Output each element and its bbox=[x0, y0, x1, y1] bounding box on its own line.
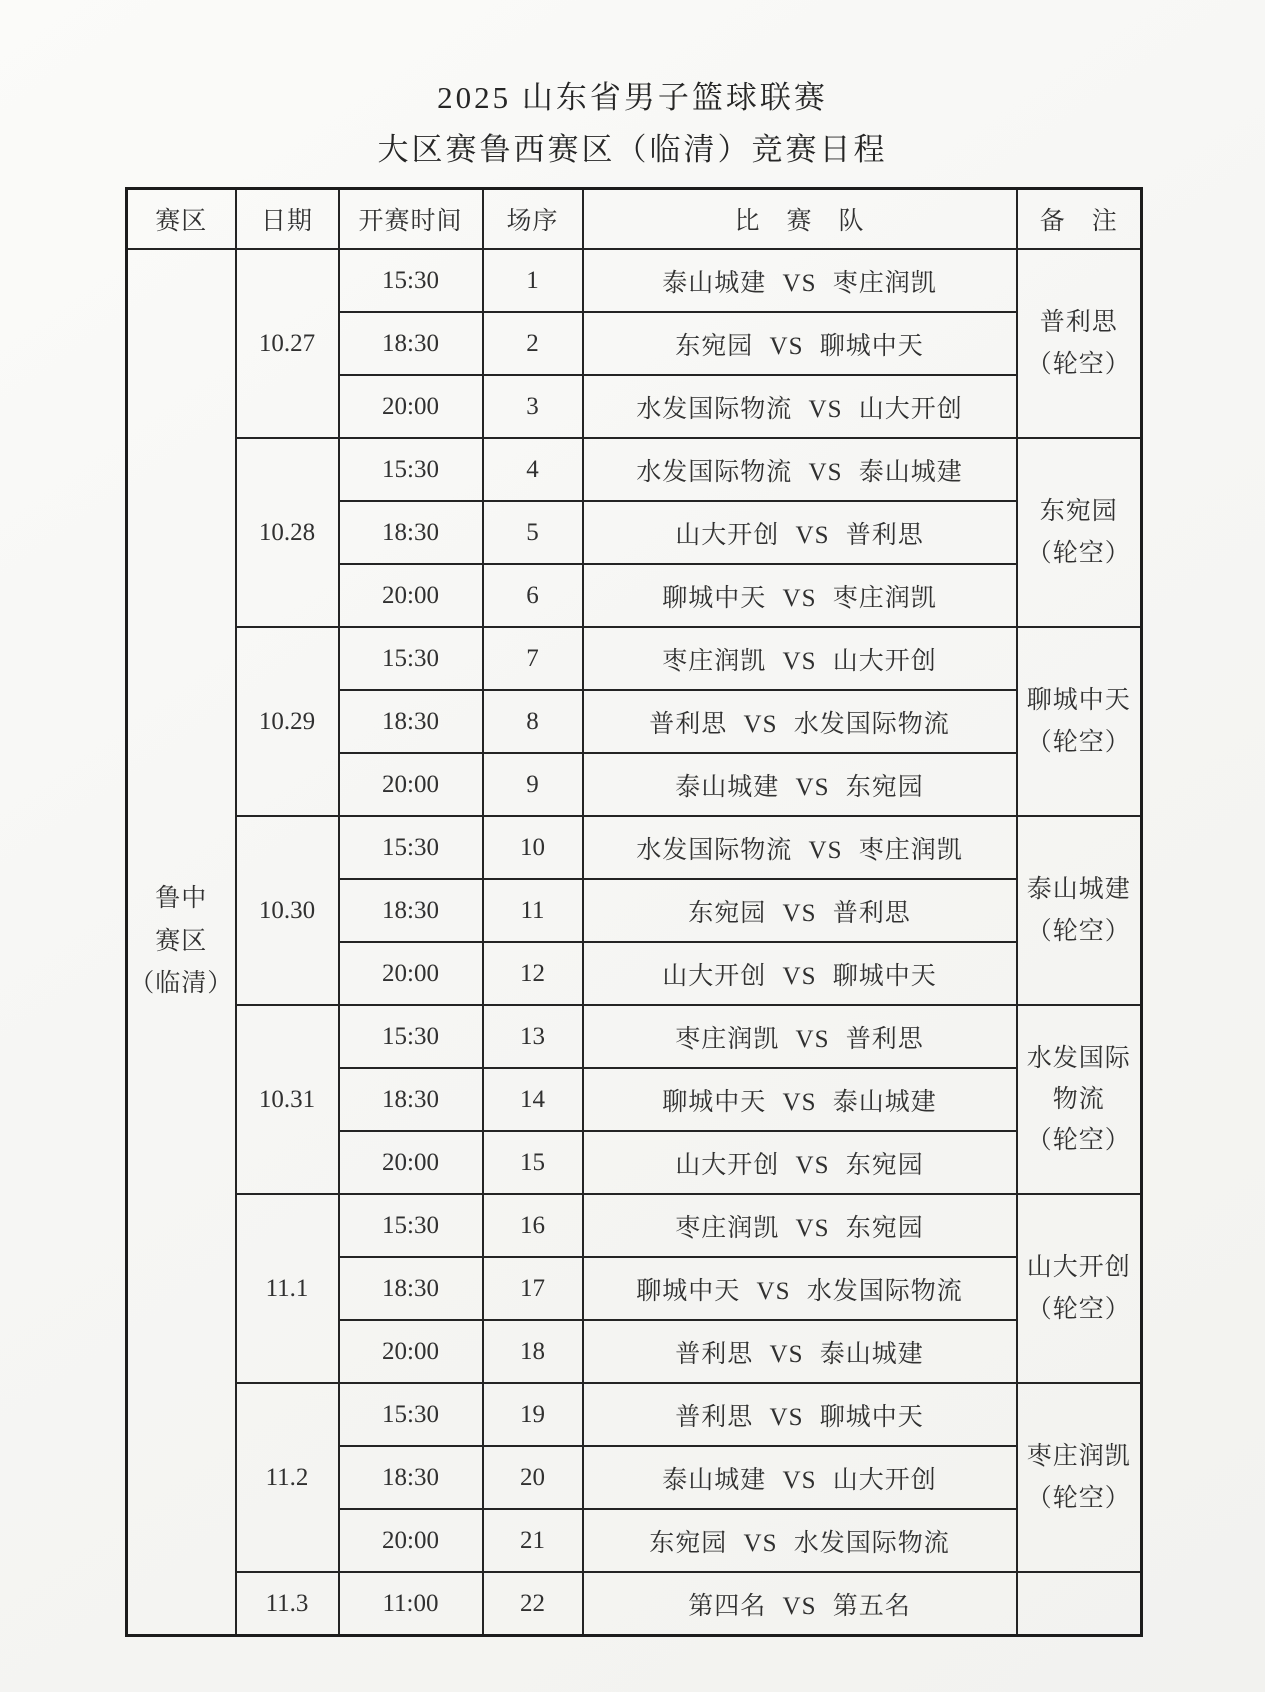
match-no-cell: 6 bbox=[483, 564, 583, 627]
match-no-cell: 20 bbox=[483, 1446, 583, 1509]
remark-cell bbox=[1017, 1572, 1142, 1636]
schedule-row bbox=[127, 1194, 1142, 1257]
remark-line: 山大开创 bbox=[1026, 1254, 1131, 1282]
match-no-cell: 9 bbox=[483, 753, 583, 816]
start-time-cell: 18:30 bbox=[339, 1068, 483, 1131]
header-region: 赛区 bbox=[127, 189, 236, 250]
header-date: 日期 bbox=[236, 189, 339, 250]
teams-cell: 普利思 VS 泰山城建 bbox=[583, 1320, 1017, 1383]
match-no-cell: 10 bbox=[483, 816, 583, 879]
remark-line: 东宛园 bbox=[1039, 498, 1118, 526]
teams-cell: 山大开创 VS 聊城中天 bbox=[583, 942, 1017, 1005]
start-time-cell: 18:30 bbox=[339, 312, 483, 375]
header-start-time: 开赛时间 bbox=[339, 189, 483, 250]
match-no-cell: 19 bbox=[483, 1383, 583, 1446]
match-no-cell: 7 bbox=[483, 627, 583, 690]
match-no-cell: 13 bbox=[483, 1005, 583, 1068]
match-no-cell: 12 bbox=[483, 942, 583, 1005]
remark-cell bbox=[1017, 627, 1142, 816]
teams-cell: 水发国际物流 VS 泰山城建 bbox=[583, 438, 1017, 501]
remark-line: （轮空） bbox=[1026, 1484, 1131, 1512]
date-cell: 11.1 bbox=[236, 1194, 339, 1383]
teams-cell: 东宛园 VS 聊城中天 bbox=[583, 312, 1017, 375]
remark-line: （轮空） bbox=[1026, 728, 1131, 756]
remark-cell bbox=[1017, 438, 1142, 627]
remark-cell bbox=[1017, 1005, 1142, 1194]
match-no-cell: 22 bbox=[483, 1572, 583, 1636]
start-time-cell: 20:00 bbox=[339, 1131, 483, 1194]
start-time-cell: 20:00 bbox=[339, 753, 483, 816]
remark-line: 物流 bbox=[1052, 1085, 1105, 1113]
remark-line: （轮空） bbox=[1026, 917, 1131, 945]
start-time-cell: 20:00 bbox=[339, 1509, 483, 1572]
start-time-cell: 20:00 bbox=[339, 564, 483, 627]
region-line: 赛区 bbox=[155, 927, 208, 955]
teams-cell: 水发国际物流 VS 山大开创 bbox=[583, 375, 1017, 438]
start-time-cell: 18:30 bbox=[339, 1446, 483, 1509]
schedule-row bbox=[127, 1383, 1142, 1446]
start-time-cell: 15:30 bbox=[339, 816, 483, 879]
match-no-cell: 17 bbox=[483, 1257, 583, 1320]
date-cell: 11.2 bbox=[236, 1383, 339, 1572]
date-cell: 10.29 bbox=[236, 627, 339, 816]
teams-cell: 东宛园 VS 普利思 bbox=[583, 879, 1017, 942]
teams-cell: 聊城中天 VS 泰山城建 bbox=[583, 1068, 1017, 1131]
remark-cell bbox=[1017, 1383, 1142, 1572]
match-no-cell: 1 bbox=[483, 249, 583, 312]
remark-line: 普利思 bbox=[1039, 309, 1118, 337]
start-time-cell: 15:30 bbox=[339, 1194, 483, 1257]
schedule-row bbox=[127, 249, 1142, 312]
date-cell: 11.3 bbox=[236, 1572, 339, 1636]
header-teams: 比 赛 队 bbox=[583, 189, 1017, 250]
teams-cell: 普利思 VS 水发国际物流 bbox=[583, 690, 1017, 753]
schedule-table bbox=[125, 187, 1143, 1637]
match-no-cell: 4 bbox=[483, 438, 583, 501]
schedule-row bbox=[127, 627, 1142, 690]
date-cell: 10.27 bbox=[236, 249, 339, 438]
header-row bbox=[127, 189, 1142, 250]
start-time-cell: 18:30 bbox=[339, 501, 483, 564]
start-time-cell: 18:30 bbox=[339, 690, 483, 753]
match-no-cell: 14 bbox=[483, 1068, 583, 1131]
remark-cell bbox=[1017, 1194, 1142, 1383]
match-no-cell: 3 bbox=[483, 375, 583, 438]
remark-line: （轮空） bbox=[1026, 1295, 1131, 1323]
remark-line: （轮空） bbox=[1026, 350, 1131, 378]
start-time-cell: 15:30 bbox=[339, 1005, 483, 1068]
start-time-cell: 15:30 bbox=[339, 1383, 483, 1446]
remark-line: （轮空） bbox=[1026, 539, 1131, 567]
remark-line: 水发国际 bbox=[1026, 1044, 1131, 1072]
teams-cell: 泰山城建 VS 东宛园 bbox=[583, 753, 1017, 816]
header-match-no: 场序 bbox=[483, 189, 583, 250]
region-line: （临清） bbox=[129, 970, 234, 998]
teams-cell: 水发国际物流 VS 枣庄润凯 bbox=[583, 816, 1017, 879]
schedule-row bbox=[127, 1572, 1142, 1636]
remark-cell bbox=[1017, 249, 1142, 438]
start-time-cell: 15:30 bbox=[339, 438, 483, 501]
match-no-cell: 11 bbox=[483, 879, 583, 942]
match-no-cell: 5 bbox=[483, 501, 583, 564]
schedule-row bbox=[127, 1005, 1142, 1068]
page-title: 2025 山东省男子篮球联赛 bbox=[437, 80, 828, 115]
page-subtitle: 大区赛鲁西赛区（临清）竞赛日程 bbox=[377, 132, 888, 167]
teams-cell: 东宛园 VS 水发国际物流 bbox=[583, 1509, 1017, 1572]
region-line: 鲁中 bbox=[155, 885, 208, 913]
date-cell: 10.30 bbox=[236, 816, 339, 1005]
teams-cell: 普利思 VS 聊城中天 bbox=[583, 1383, 1017, 1446]
remark-line: 枣庄润凯 bbox=[1026, 1443, 1131, 1471]
remark-line: 聊城中天 bbox=[1026, 687, 1131, 715]
remark-cell bbox=[1017, 816, 1142, 1005]
match-no-cell: 15 bbox=[483, 1131, 583, 1194]
teams-cell: 聊城中天 VS 水发国际物流 bbox=[583, 1257, 1017, 1320]
teams-cell: 山大开创 VS 东宛园 bbox=[583, 1131, 1017, 1194]
match-no-cell: 16 bbox=[483, 1194, 583, 1257]
start-time-cell: 20:00 bbox=[339, 942, 483, 1005]
start-time-cell: 20:00 bbox=[339, 1320, 483, 1383]
teams-cell: 山大开创 VS 普利思 bbox=[583, 501, 1017, 564]
schedule-row bbox=[127, 816, 1142, 879]
match-no-cell: 18 bbox=[483, 1320, 583, 1383]
teams-cell: 枣庄润凯 VS 普利思 bbox=[583, 1005, 1017, 1068]
remark-line: （轮空） bbox=[1026, 1127, 1131, 1155]
teams-cell: 聊城中天 VS 枣庄润凯 bbox=[583, 564, 1017, 627]
header-remark: 备 注 bbox=[1017, 189, 1142, 250]
match-no-cell: 8 bbox=[483, 690, 583, 753]
schedule-row bbox=[127, 438, 1142, 501]
region-cell bbox=[127, 249, 236, 1636]
date-cell: 10.28 bbox=[236, 438, 339, 627]
teams-cell: 泰山城建 VS 山大开创 bbox=[583, 1446, 1017, 1509]
remark-line: 泰山城建 bbox=[1026, 876, 1131, 904]
teams-cell: 第四名 VS 第五名 bbox=[583, 1572, 1017, 1636]
start-time-cell: 15:30 bbox=[339, 627, 483, 690]
match-no-cell: 2 bbox=[483, 312, 583, 375]
start-time-cell: 11:00 bbox=[339, 1572, 483, 1636]
start-time-cell: 18:30 bbox=[339, 1257, 483, 1320]
teams-cell: 泰山城建 VS 枣庄润凯 bbox=[583, 249, 1017, 312]
start-time-cell: 20:00 bbox=[339, 375, 483, 438]
date-cell: 10.31 bbox=[236, 1005, 339, 1194]
start-time-cell: 18:30 bbox=[339, 879, 483, 942]
match-no-cell: 21 bbox=[483, 1509, 583, 1572]
teams-cell: 枣庄润凯 VS 东宛园 bbox=[583, 1194, 1017, 1257]
start-time-cell: 15:30 bbox=[339, 249, 483, 312]
teams-cell: 枣庄润凯 VS 山大开创 bbox=[583, 627, 1017, 690]
